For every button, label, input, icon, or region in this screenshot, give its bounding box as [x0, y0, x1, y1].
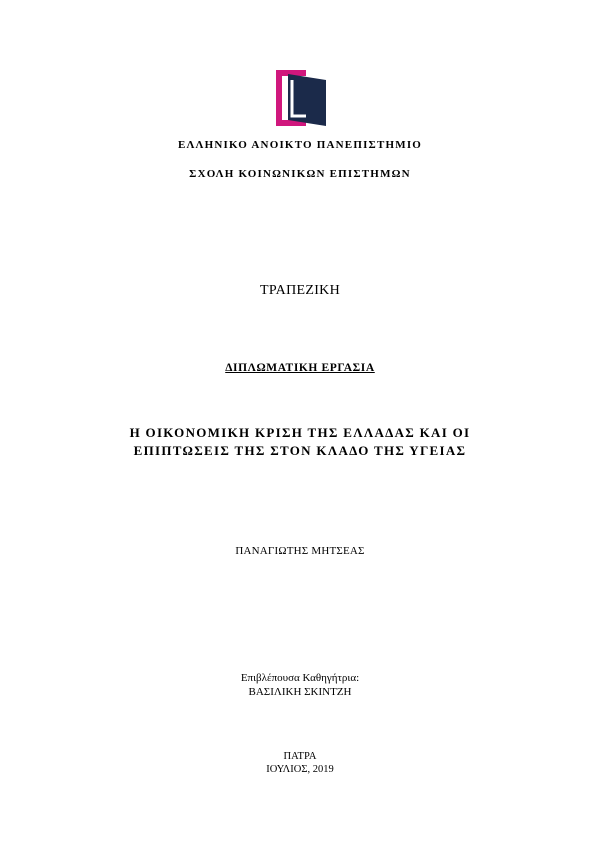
thesis-title-line-1: Η ΟΙΚΟΝΟΜΙΚΗ ΚΡΙΣΗ ΤΗΣ ΕΛΛΑΔΑΣ ΚΑΙ ΟΙ: [129, 425, 471, 440]
university-name: ΕΛΛΗΝΙΚΟ ΑΝΟΙΚΤΟ ΠΑΝΕΠΙΣΤΗΜΙΟ: [177, 139, 423, 151]
supervisor-label: Επιβλέπουσα Καθηγήτρια:: [240, 672, 360, 684]
hellenic-open-university-logo-icon: [276, 70, 326, 126]
program-name: ΤΡΑΠΕΖΙΚΗ: [260, 283, 340, 298]
date: ΙΟΥΛΙΟΣ, 2019: [266, 764, 334, 775]
city: ΠΑΤΡΑ: [283, 751, 317, 762]
author-name: ΠΑΝΑΓΙΩΤΗΣ ΜΗΤΣΕΑΣ: [235, 545, 365, 557]
school-name: ΣΧΟΛΗ ΚΟΙΝΩΝΙΚΩΝ ΕΠΙΣΤΗΜΩΝ: [189, 168, 411, 180]
supervisor-name: ΒΑΣΙΛΙΚΗ ΣΚΙΝΤΖΗ: [248, 686, 352, 698]
document-type: ΔΙΠΛΩΜΑΤΙΚΗ ΕΡΓΑΣΙΑ: [225, 362, 375, 374]
thesis-title: [0, 424, 600, 460]
thesis-title-line-2: ΕΠΙΠΤΩΣΕΙΣ ΤΗΣ ΣΤΟΝ ΚΛΑΔΟ ΤΗΣ ΥΓΕΙΑΣ: [133, 443, 467, 458]
